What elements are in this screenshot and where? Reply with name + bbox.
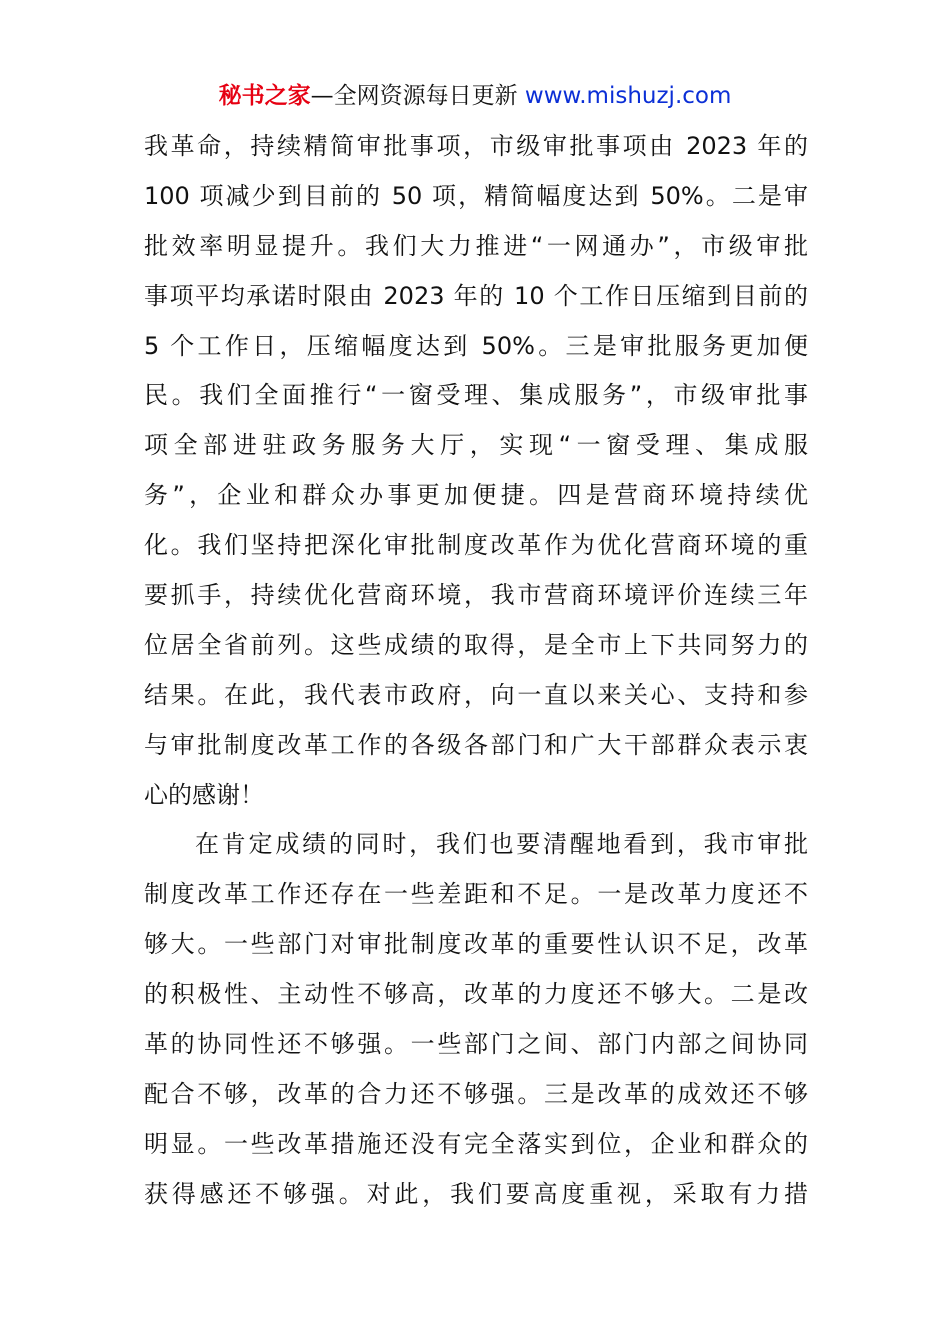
brand-name: 秘书之家 [218, 83, 311, 109]
text-line: 制度改革工作还存在一些差距和不足。一是改革力度还不 [144, 880, 808, 909]
text-line: 化。我们坚持把深化审批制度改革作为优化营商环境的重 [144, 531, 808, 560]
text-line: 结果。在此，我代表市政府，向一直以来关心、支持和参 [144, 680, 808, 709]
site-url-link[interactable]: www.mishuzj.com [524, 83, 732, 109]
text-line: 的积极性、主动性不够高，改革的力度还不够大。二是改 [144, 980, 808, 1009]
paragraph-end-line: 心的感谢！ [144, 780, 264, 809]
header-tagline: —全网资源每日更新 [310, 83, 518, 109]
text-line: 配合不够，改革的合力还不够强。三是改革的成效还不够 [144, 1079, 808, 1108]
paragraph-start-line: 在肯定成绩的同时，我们也要清醒地看到，我市审批 [195, 830, 808, 859]
text-line: 与审批制度改革工作的各级各部门和广大干部群众表示衷 [144, 730, 808, 759]
text-line: 批效率明显提升。我们大力推进“一网通办”，市级审批 [144, 231, 808, 260]
text-line: 务”，企业和群众办事更加便捷。四是营商环境持续优 [144, 481, 808, 510]
text-line: 位居全省前列。这些成绩的取得，是全市上下共同努力的 [144, 630, 808, 659]
text-line: 获得感还不够强。对此，我们要高度重视，采取有力措 [144, 1179, 808, 1208]
text-line: 我革命，持续精简审批事项，市级审批事项由 2023 年的 [144, 132, 808, 160]
text-line: 革的协同性还不够强。一些部门之间、部门内部之间协同 [144, 1030, 808, 1059]
text-line: 100 项减少到目前的 50 项，精简幅度达到 50%。二是审 [144, 181, 808, 210]
text-line: 要抓手，持续优化营商环境，我市营商环境评价连续三年 [144, 581, 808, 610]
text-line: 明显。一些改革措施还没有完全落实到位，企业和群众的 [144, 1129, 808, 1158]
text-line: 够大。一些部门对审批制度改革的重要性认识不足，改革 [144, 930, 808, 959]
document-body [144, 122, 808, 1220]
text-line: 5 个工作日，压缩幅度达到 50%。三是审批服务更加便 [144, 331, 808, 360]
text-line: 民。我们全面推行“一窗受理、集成服务”，市级审批事 [144, 381, 808, 410]
page-header [0, 80, 950, 112]
text-line: 事项平均承诺时限由 2023 年的 10 个工作日压缩到目前的 [144, 281, 808, 310]
text-line: 项全部进驻政务服务大厅，实现“一窗受理、集成服 [144, 431, 808, 460]
